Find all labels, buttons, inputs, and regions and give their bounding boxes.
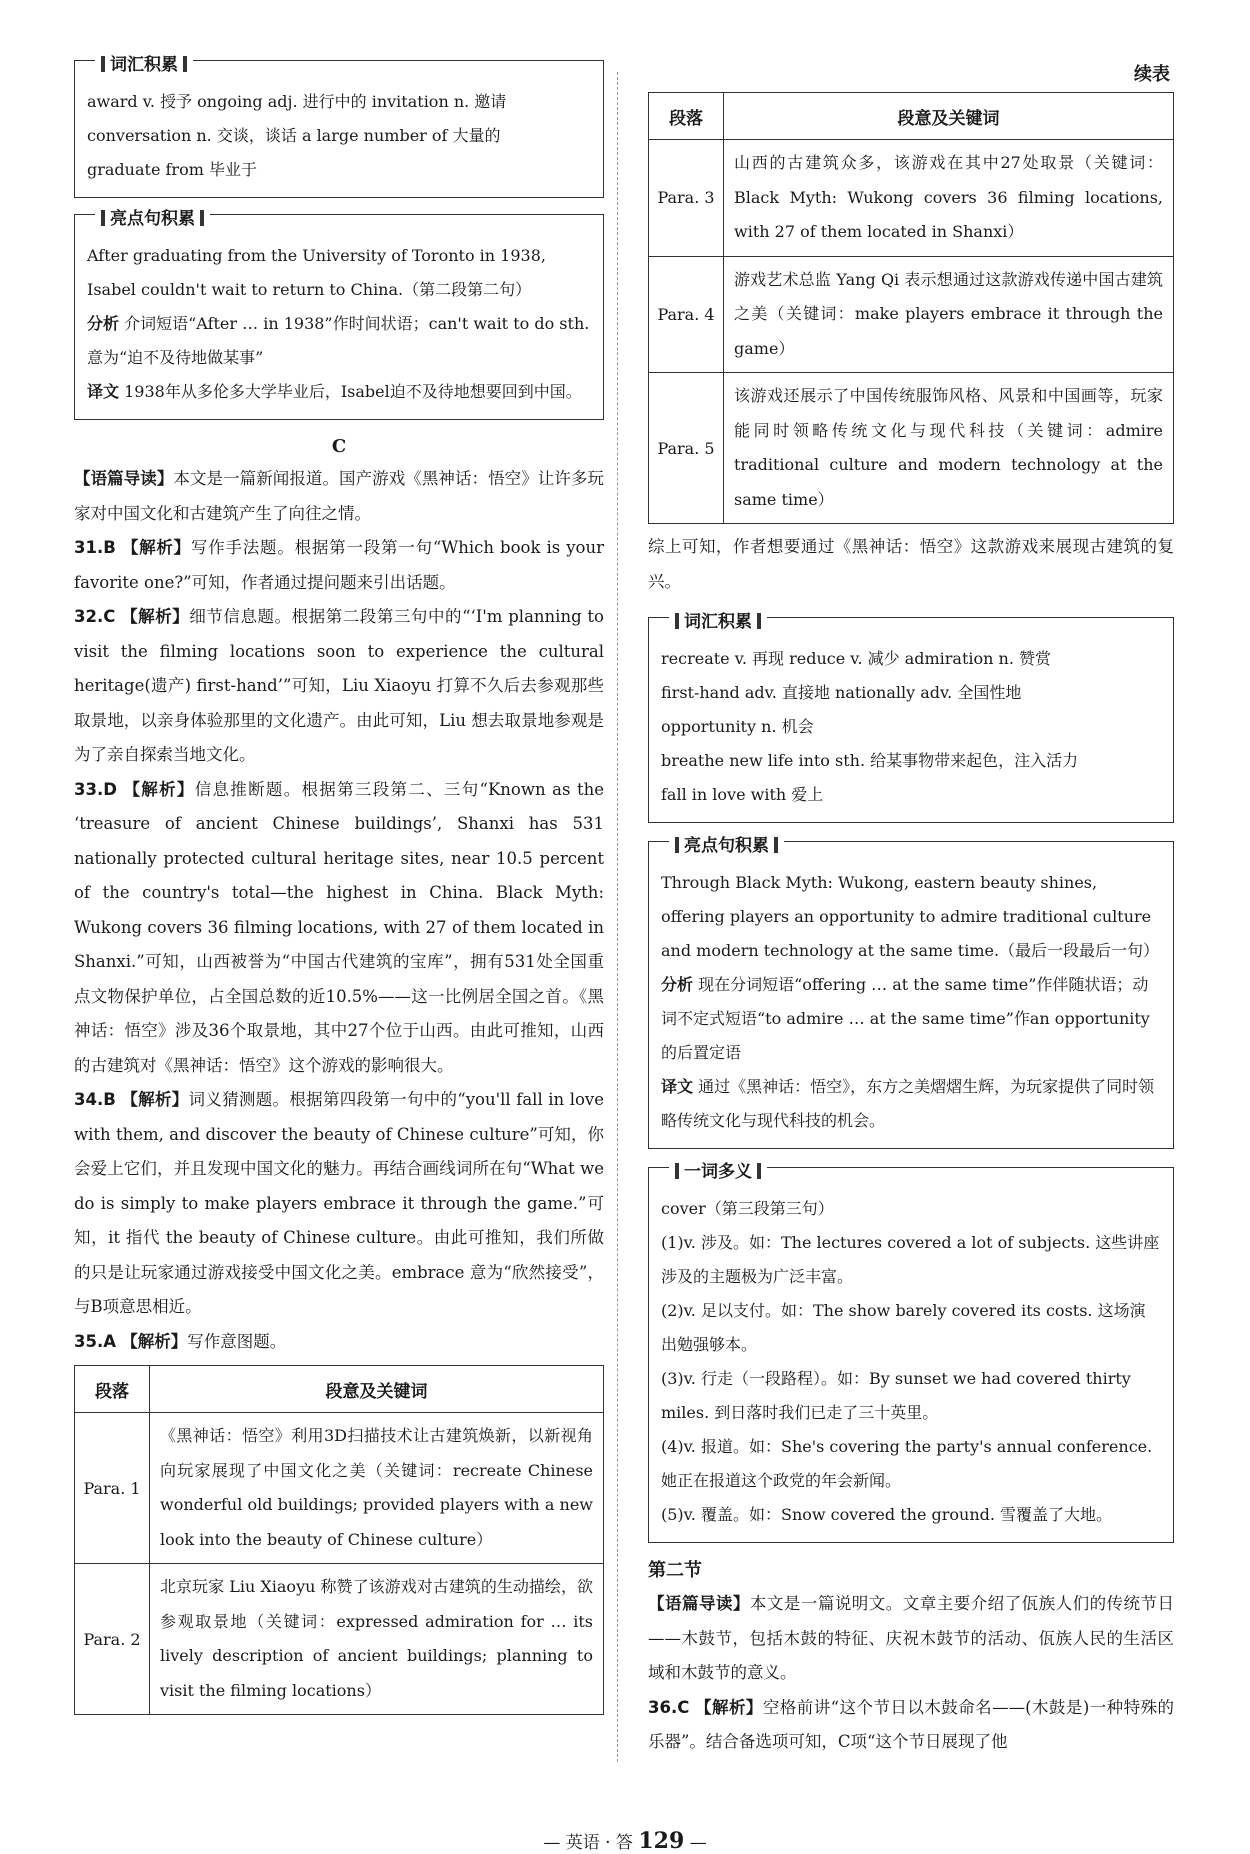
answer-35 [74,1325,604,1360]
polysemy-box [648,1162,1174,1543]
vocab-line: fall in love with 爱上 [661,785,824,804]
vocab-box-tag: 词汇积累 [95,48,193,82]
page-footer [0,1828,1250,1854]
vocab-line: recreate v. 再现 reduce v. 减少 admiration n. 赞赏 [661,649,1052,668]
table-cell-para: Para. 3 [649,140,724,257]
guide-text: 本文是一篇新闻报道。国产游戏《黑神话：悟空》让许多玩家对中国文化和古建筑产生了向往之情。 [74,469,605,523]
reading-guide [74,462,604,531]
answer-tag: 【解析】 [695,1697,763,1717]
page-number: 129 [638,1828,685,1854]
vocab-line: breathe new life into sth. 给某事物带来起色，注入活力 [661,751,1079,770]
answer-tag: 【解析】 [123,779,195,799]
table-header: 段意及关键词 [724,93,1174,140]
answer-36 [648,1691,1174,1760]
answer-num: 31.B [74,538,116,557]
left-column [74,55,605,1715]
answer-num: 35.A [74,1331,116,1351]
sentence-box-tag: 亮点句积累 [95,202,210,236]
answer-num: 33.D [74,779,117,799]
answer-tag: 【解析】 [121,607,190,626]
answer-num: 34.B [74,1090,116,1109]
vocab-line: graduate from 毕业于 [87,160,257,179]
translation-text: 通过《黑神话：悟空》，东方之美熠熠生辉，为玩家提供了同时领略传统文化与现代科技的机会。 [661,1077,1155,1130]
table-cell-para: Para. 4 [649,256,724,373]
analysis-line [661,968,1161,1070]
polysemy-box-tag: 一词多义 [669,1155,767,1189]
answer-num: 36.C [648,1697,690,1717]
answer-tag: 【解析】 [121,1090,189,1109]
analysis-text: 现在分词短语“offering … at the same time”作伴随状语；动词不定式短语“to admire … at the same time”作an opportunity的后置定语 [661,975,1150,1062]
answer-tag: 【解析】 [121,1331,188,1351]
table-header: 段意及关键词 [150,1366,604,1413]
table-row [649,373,1174,524]
table-row [75,1413,604,1564]
translation-line [87,375,591,409]
table-cell-para: Para. 2 [75,1564,150,1715]
highlight-sentence: After graduating from the University of Toronto in 1938, Isabel couldn't wait to return to China.（第二段第二句） [87,246,546,299]
vocab-line: award v. 授予 ongoing adj. 进行中的 invitation n. 邀请 [87,92,507,111]
answer-num: 32.C [74,607,116,626]
vocab-line: conversation n. 交谈，谈话 a large number of 大量的 [87,126,501,145]
paragraph-table-right [648,92,1174,524]
answer-text: 信息推断题。根据第三段第二、三句“Known as the ‘treasure of ancient Chinese buildings’, Shanxi has 531 nationally protected cultural heritage sites, near 10.5 percent of the country's total—the highest in China. Black Myth: Wukong covers 36 filming locations, with 27 of them located in Shanxi.”可知，山西被誉为“中国古代建筑的宝库”，拥有531处全国重点文物保护单位，占全国总数的近10.5%——这一比例居全国之首。《黑神话：悟空》涉及36个取景地，其中27个位于山西。由此可推知，山西的古建筑对《黑神话：悟空》这个游戏的影响很大。 [74,779,605,1075]
table-cell-content: 该游戏还展示了中国传统服饰风格、风景和中国画等，玩家能同时领略传统文化与现代科技（关键词：admire traditional culture and modern technology at the same time） [724,373,1174,524]
answer-text: 写作手法题。根据第一段第一句“Which book is your favorite one?”可知，作者通过提问题来引出话题。 [74,538,605,592]
table-cell-content: 《黑神话：悟空》利用3D扫描技术让古建筑焕新，以新视角向玩家展现了中国文化之美（关键词：recreate Chinese wonderful old buildings; provided players with a new look into the beauty of Chinese culture） [150,1413,604,1564]
table-row [649,140,1174,257]
table-cell-content: 北京玩家 Liu Xiaoyu 称赞了该游戏对古建筑的生动描绘，欲参观取景地（关键词：expressed admiration for … its lively description of ancient buildings; planning to visit the filming locations） [150,1564,604,1715]
table-row [75,1564,604,1715]
vocab-line: first-hand adv. 直接地 nationally adv. 全国性地 [661,683,1022,702]
sentence-box-tag: 亮点句积累 [669,829,784,863]
translation-text: 1938年从多伦多大学毕业后，Isabel迫不及待地想要回到中国。 [124,382,582,401]
polysemy-item: (4)v. 报道。如：She's covering the party's annual conference. 她正在报道这个政党的年会新闻。 [661,1437,1153,1490]
guide-label: 【语篇导读】 [74,469,174,488]
analysis-label: 分析 [661,975,694,994]
answer-text: 细节信息题。根据第二段第三句中的“‘I'm planning to visit the filming locations soon to experience the cultural heritage(遗产) first-hand’”可知，Liu Xiaoyu 打算不久后去参观那些取景地，以亲身体验那里的文化遗产。由此可知，Liu 想去取景地参观是为了亲自探索当地文化。 [74,607,604,764]
translation-line [661,1070,1161,1138]
vocab-box-right [648,612,1174,823]
guide-label: 【语篇导读】 [648,1594,750,1613]
continued-label: 续表 [1134,64,1170,85]
answer-tag: 【解析】 [121,538,191,557]
analysis-line [87,307,591,375]
polysemy-item: (5)v. 覆盖。如：Snow covered the ground. 雪覆盖了大地。 [661,1505,1113,1524]
vocab-box-left [74,55,604,198]
polysemy-head: cover（第三段第三句） [661,1199,834,1218]
table-header: 段落 [75,1366,150,1413]
summary-text: 综上可知，作者想要通过《黑神话：悟空》这款游戏来展现古建筑的复兴。 [648,537,1174,591]
sentence-box-left [74,209,604,420]
polysemy-item: (2)v. 足以支付。如：The show barely covered its costs. 这场演出勉强够本。 [661,1301,1146,1354]
section-title: 第二节 [648,1560,702,1581]
table-header-row [649,93,1174,140]
analysis-label: 分析 [87,314,120,333]
answer-34 [74,1083,604,1325]
answer-31 [74,531,604,600]
footer-prefix: — 英语 · 答 [543,1833,633,1853]
column-divider [617,72,618,1762]
table-row [649,256,1174,373]
translation-label: 译文 [661,1077,694,1096]
right-column [648,60,1174,1760]
vocab-box-tag: 词汇积累 [669,605,767,639]
table-cell-para: Para. 1 [75,1413,150,1564]
table-header: 段落 [649,93,724,140]
section-letter: C [331,436,347,457]
table-cell-content: 山西的古建筑众多，该游戏在其中27处取景（关键词：Black Myth: Wukong covers 36 filming locations, with 27 of them located in Shanxi） [724,140,1174,257]
polysemy-item: (1)v. 涉及。如：The lectures covered a lot of subjects. 这些讲座涉及的主题极为广泛丰富。 [661,1233,1160,1286]
footer-suffix: — [689,1833,707,1853]
answer-text: 空格前讲“这个节日以木鼓命名——(木鼓是)一种特殊的乐器”。结合备选项可知，C项“这个节日展现了他 [648,1697,1175,1751]
guide-text: 本文是一篇说明文。文章主要介绍了佤族人们的传统节日——木鼓节，包括木鼓的特征、庆祝木鼓节的活动、佤族人民的生活区域和木鼓节的意义。 [648,1594,1175,1682]
answer-text: 词义猜测题。根据第四段第一句中的“you'll fall in love with them, and discover the beauty of Chinese culture”可知，你会爱上它们，并且发现中国文化的魅力。再结合画线词所在句“What we do is simply to make players embrace it through the game.”可知，it 指代 the beauty of Chinese culture。由此可推知，我们所做的只是让玩家通过游戏接受中国文化之美。embrace 意为“欣然接受”，与B项意思相近。 [74,1090,605,1316]
reading-guide-right [648,1587,1174,1691]
table-cell-para: Para. 5 [649,373,724,524]
answer-text: 写作意图题。 [187,1331,287,1351]
analysis-text: 介词短语“After … in 1938”作时间状语；can't wait to do sth. 意为“迫不及待地做某事” [87,314,590,367]
answer-33 [74,773,604,1084]
polysemy-item: (3)v. 行走（一段路程）。如：By sunset we had covered thirty miles. 到日落时我们已走了三十英里。 [661,1369,1131,1422]
paragraph-table-left [74,1365,604,1715]
vocab-line: opportunity n. 机会 [661,717,814,736]
highlight-sentence: Through Black Myth: Wukong, eastern beauty shines, offering players an opportunity to admire traditional culture and modern technology at the same time.（最后一段最后一句） [661,873,1160,960]
answer-32 [74,600,604,773]
table-cell-content: 游戏艺术总监 Yang Qi 表示想通过这款游戏传递中国古建筑之美（关键词：make players embrace it through the game） [724,256,1174,373]
table-header-row [75,1366,604,1413]
translation-label: 译文 [87,382,120,401]
sentence-box-right [648,836,1174,1149]
